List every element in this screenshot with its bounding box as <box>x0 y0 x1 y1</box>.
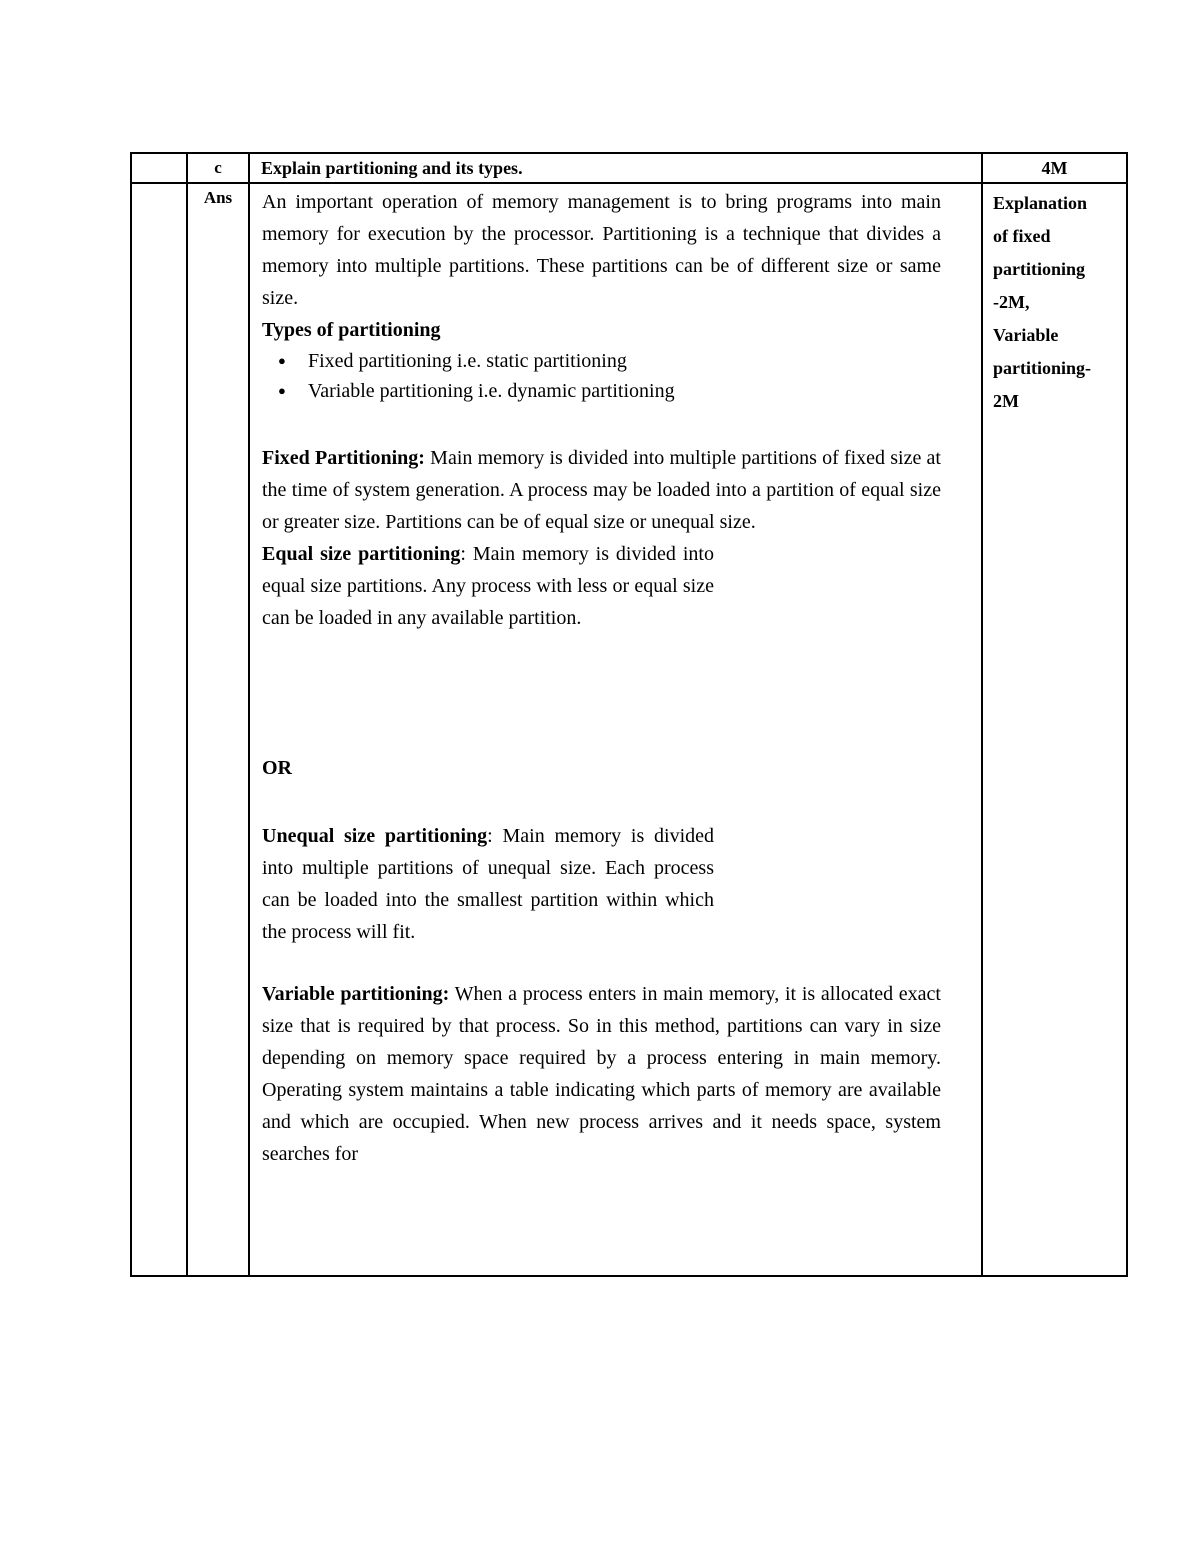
unequal-text: : Main memory is divided into multiple partitions of unequal size. Each process can be loaded into the smallest partition within which the process will fit. <box>262 825 714 943</box>
question-answer-table <box>130 152 1128 1277</box>
or-label: OR <box>262 757 292 779</box>
marking-line: partitioning- <box>993 358 1092 378</box>
fixed-heading: Fixed Partitioning: <box>262 447 425 469</box>
variable-text: When a process enters in main memory, it is allocated exact size that is required by that process. So in this method, partitions can vary in size depending on memory space required by a process entering in main memory. Operating system maintains a table indicating which parts of memory are available and which are occupied. When new process arrives and it needs space, system searches for <box>262 983 941 1165</box>
equal-text: : Main memory is divided into equal size partitions. Any process with less or equal size can be loaded in any available partition. <box>262 543 714 629</box>
marking-line: Explanation <box>993 193 1088 213</box>
equal-partitioning-paragraph <box>262 538 714 634</box>
answer-content <box>249 183 982 1276</box>
question-row <box>131 153 1127 183</box>
list-item: ● Fixed partitioning i.e. static partitioning <box>308 346 941 376</box>
answer-label: Ans <box>187 183 249 1276</box>
marking-line: -2M, <box>993 292 1030 312</box>
list-item: ● Variable partitioning i.e. dynamic partitioning <box>308 376 941 406</box>
question-marks: 4M <box>982 153 1127 183</box>
marking-line: 2M <box>993 391 1019 411</box>
fixed-partitioning-paragraph <box>262 442 941 538</box>
fixed-text: Main memory is divided into multiple partitions of fixed size at the time of system generation. A process may be loaded into a partition of equal size or greater size. Partitions can be of equal size or unequal size. <box>262 447 941 533</box>
unequal-partitioning-paragraph <box>262 820 714 948</box>
equal-heading: Equal size partitioning <box>262 543 461 565</box>
answer-number-cell <box>131 183 187 1276</box>
variable-heading: Variable partitioning: <box>262 983 450 1005</box>
marking-scheme <box>982 183 1127 1276</box>
sub-question-label: c <box>187 153 249 183</box>
marking-line: of fixed <box>993 226 1051 246</box>
unequal-heading: Unequal size partitioning <box>262 825 488 847</box>
marking-line: Variable <box>993 325 1059 345</box>
types-list <box>262 346 941 406</box>
intro-paragraph: An important operation of memory management is to bring programs into main memory for execution by the processor. Partitioning is a technique that divides a memory into multiple partitions. These partitions can be of different size or same size. <box>262 191 941 309</box>
marking-line: partitioning <box>993 259 1086 279</box>
question-text: Explain partitioning and its types. <box>249 153 982 183</box>
question-number-cell <box>131 153 187 183</box>
types-heading: Types of partitioning <box>262 319 441 341</box>
answer-row <box>131 183 1127 1276</box>
variable-partitioning-paragraph <box>262 978 941 1170</box>
